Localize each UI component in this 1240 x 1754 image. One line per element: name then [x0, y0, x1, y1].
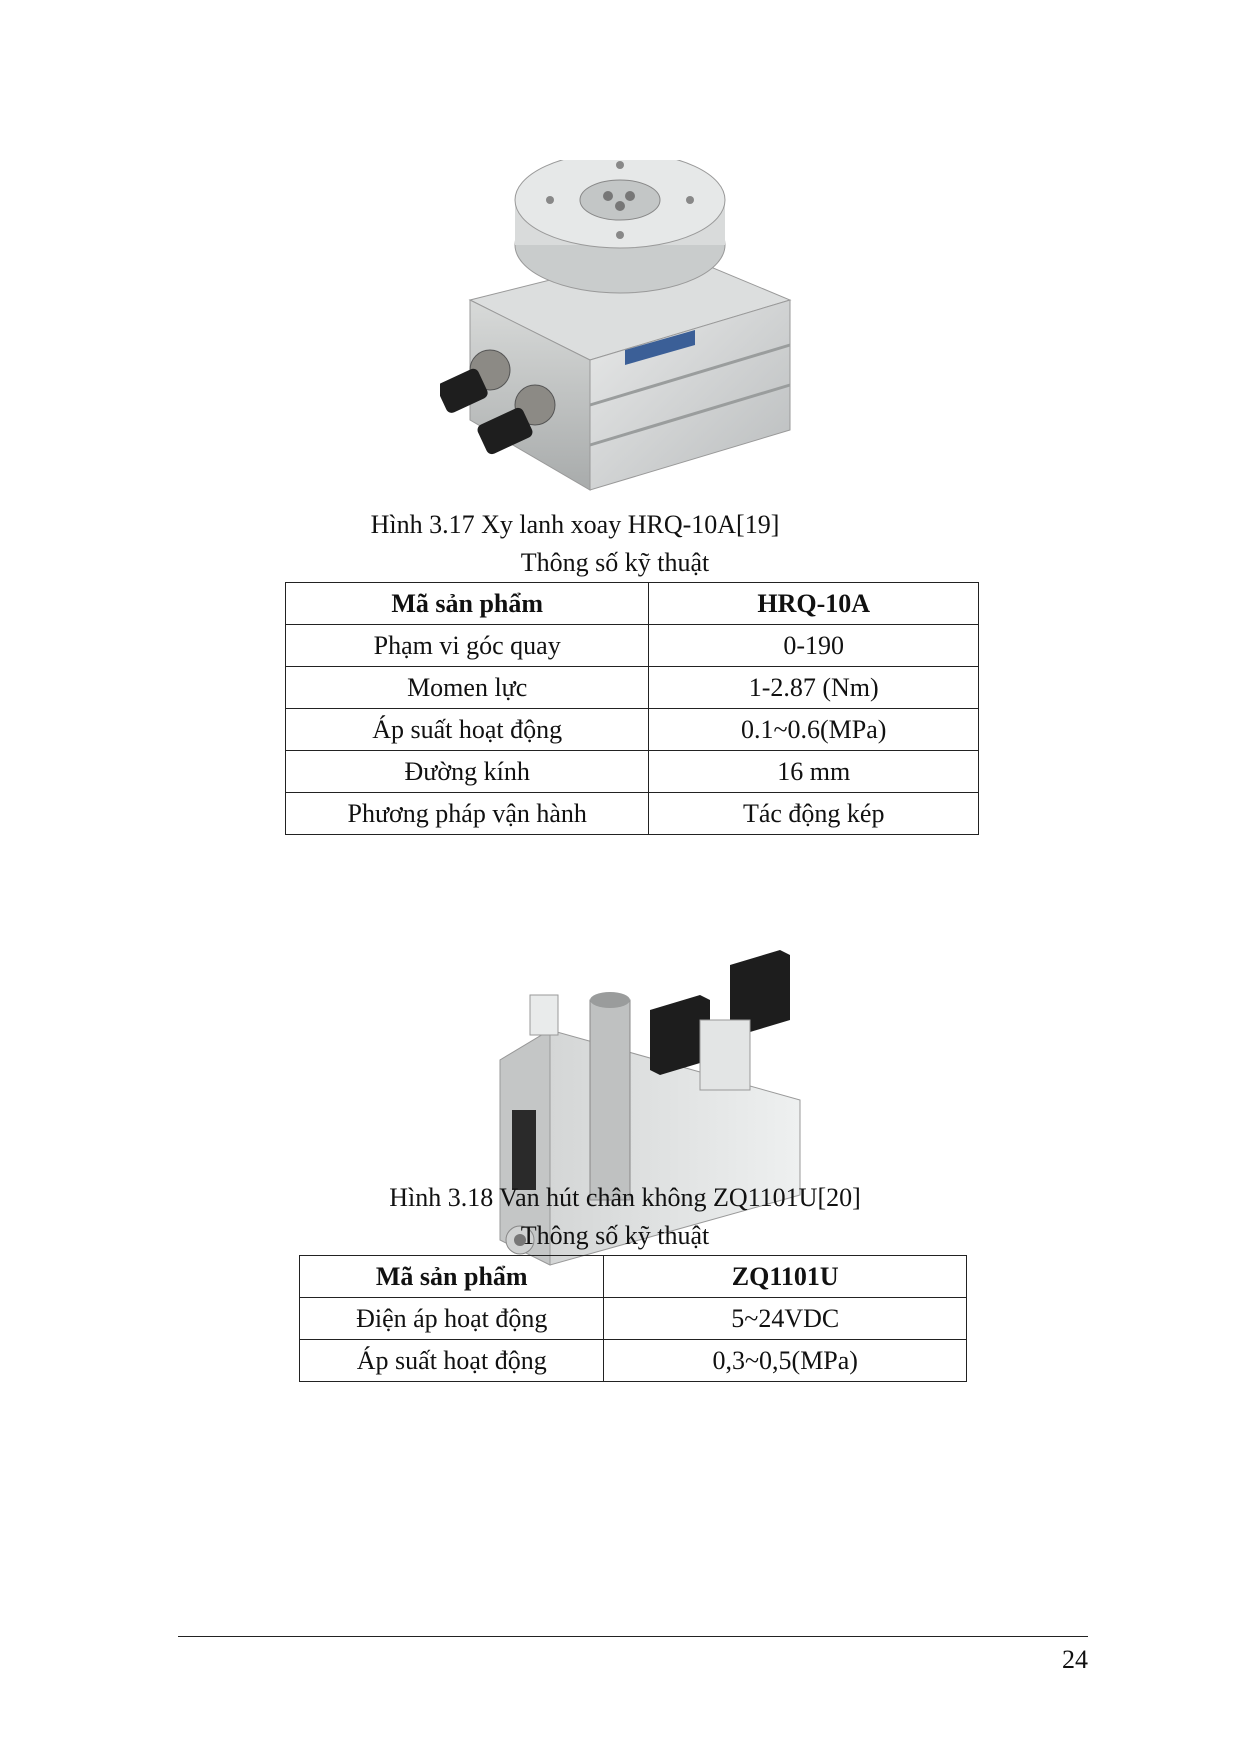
- table-cell: 0.1~0.6(MPa): [649, 709, 979, 751]
- table-cell: Áp suất hoạt động: [300, 1340, 604, 1382]
- table-cell: 5~24VDC: [604, 1298, 967, 1340]
- table-cell: Phạm vi góc quay: [286, 625, 649, 667]
- table-row: [286, 751, 979, 793]
- table-cell: 1-2.87 (Nm): [649, 667, 979, 709]
- table-row: [286, 667, 979, 709]
- header-cell: HRQ-10A: [649, 583, 979, 625]
- zq1101u-spec-table: [299, 1255, 967, 1382]
- table-cell: Đường kính: [286, 751, 649, 793]
- page-number: 24: [1062, 1645, 1088, 1674]
- table-cell: Điện áp hoạt động: [300, 1298, 604, 1340]
- table-cell: Momen lực: [286, 667, 649, 709]
- footer-divider: [178, 1636, 1088, 1637]
- header-cell: Mã sản phẩm: [300, 1256, 604, 1298]
- table-row: [300, 1340, 967, 1382]
- header-cell: ZQ1101U: [604, 1256, 967, 1298]
- table-row: [286, 793, 979, 835]
- table-header-row: [300, 1256, 967, 1298]
- table-cell: 0-190: [649, 625, 979, 667]
- table-row: [286, 625, 979, 667]
- spec-table-title-2: Thông số kỹ thuật: [520, 1221, 710, 1250]
- header-cell: Mã sản phẩm: [286, 583, 649, 625]
- table-cell: 0,3~0,5(MPa): [604, 1340, 967, 1382]
- table-cell: Phương pháp vận hành: [286, 793, 649, 835]
- spec-table-title-1: Thông số kỹ thuật: [520, 548, 710, 577]
- table-row: [300, 1298, 967, 1340]
- table-cell: Tác động kép: [649, 793, 979, 835]
- figure-3-18-caption: Hình 3.18 Van hút chân không ZQ1101U[20]: [389, 1183, 861, 1212]
- table-row: [286, 709, 979, 751]
- figure-3-17-caption: Hình 3.17 Xy lanh xoay HRQ-10A[19]: [370, 510, 780, 539]
- rotary-cylinder-image: [440, 160, 800, 530]
- table-cell: 16 mm: [649, 751, 979, 793]
- table-header-row: [286, 583, 979, 625]
- table-cell: Áp suất hoạt động: [286, 709, 649, 751]
- hrq-10a-spec-table: [285, 582, 979, 835]
